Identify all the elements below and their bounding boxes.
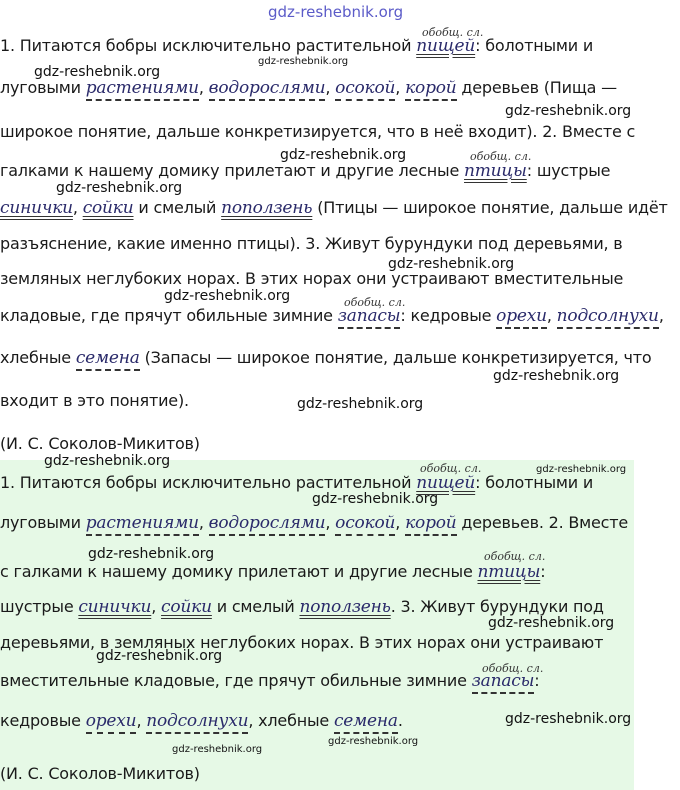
generalizing-word-label: обобщ. сл. — [422, 26, 484, 39]
generalizing-word-label: обобщ. сл. — [482, 662, 544, 675]
watermark: gdz-reshebnik.org — [88, 546, 215, 562]
watermark: gdz-reshebnik.org — [297, 396, 424, 412]
homogeneous-member: растениями — [86, 513, 199, 536]
text-line: с галками к нашему домику прилетают и другие лесные птицы: — [0, 562, 546, 582]
text-line: 1. Питаются бобры исключительно растительной пищей: болотными и — [0, 473, 594, 493]
text-line: деревьями, в земляных неглубоких норах. В этих норах они устраивают — [0, 633, 604, 652]
watermark: gdz-reshebnik.org — [536, 464, 627, 475]
watermark: gdz-reshebnik.org — [164, 288, 291, 304]
watermark: gdz-reshebnik.org — [268, 3, 404, 21]
watermark: gdz-reshebnik.org — [328, 736, 419, 747]
watermark: gdz-reshebnik.org — [505, 711, 632, 727]
generalizing-word-label: обобщ. сл. — [420, 462, 482, 475]
watermark: gdz-reshebnik.org — [388, 256, 515, 272]
text-line: разъяснение, какие именно птицы). 3. Живут бурундуки под деревьями, в — [0, 234, 623, 253]
watermark: gdz-reshebnik.org — [488, 615, 615, 631]
text-line: луговыми растениями, водорослями, осокой, корой деревьев (Пища — — [0, 78, 617, 101]
homogeneous-member: растениями — [86, 78, 199, 101]
generalizing-word-label: обобщ. сл. — [344, 296, 406, 309]
homogeneous-member: орехи — [86, 711, 137, 734]
subject-word: синички — [0, 198, 73, 218]
text-line: широкое понятие, дальше конкретизируется, что в неё входит). 2. Вместе с — [0, 122, 636, 141]
watermark: gdz-reshebnik.org — [56, 180, 183, 196]
homogeneous-member: водорослями — [209, 78, 326, 101]
text-line: луговыми растениями, водорослями, осокой, корой деревьев. 2. Вместе — [0, 513, 628, 536]
generalizing-word-label: обобщ. сл. — [470, 150, 532, 163]
watermark: gdz-reshebnik.org — [258, 56, 349, 67]
homogeneous-member: осокой — [335, 513, 395, 536]
watermark: gdz-reshebnik.org — [172, 744, 263, 755]
homogeneous-member: корой — [405, 513, 456, 536]
author-attribution: (И. С. Соколов-Микитов) — [0, 764, 200, 783]
subject-word: пищей — [416, 473, 476, 493]
homogeneous-member: семена — [334, 711, 398, 734]
watermark: gdz-reshebnik.org — [96, 648, 223, 664]
text-line: входит в это понятие). — [0, 391, 189, 410]
homogeneous-member: подсолнухи — [146, 711, 248, 734]
generalizing-word: запасы — [338, 306, 401, 329]
watermark: gdz-reshebnik.org — [493, 368, 620, 384]
subject-word: птицы — [464, 161, 527, 181]
text-line: синички, сойки и смелый поползень (Птицы — широкое понятие, дальше идёт — [0, 198, 668, 218]
text-line: кедровые орехи, подсолнухи, хлебные семена. — [0, 711, 403, 734]
generalizing-word: запасы — [472, 671, 535, 694]
subject-word: сойки — [161, 597, 212, 617]
generalizing-word-label: обобщ. сл. — [484, 550, 546, 563]
text-line: 1. Питаются бобры исключительно растительной пищей: болотными и — [0, 36, 594, 56]
subject-word: пищей — [416, 36, 476, 56]
subject-word: сойки — [82, 198, 134, 218]
text-line: шустрые синички, сойки и смелый поползень. 3. Живут бурундуки под — [0, 597, 604, 617]
answer-text-section — [0, 453, 634, 790]
text-line: вместительные кладовые, где прячут обильные зимние запасы: — [0, 671, 539, 694]
homogeneous-member: корой — [405, 78, 456, 101]
watermark: gdz-reshebnik.org — [44, 453, 171, 469]
subject-word: синички — [78, 597, 152, 617]
homogeneous-member: подсолнухи — [557, 306, 659, 329]
text-line: хлебные семена (Запасы — широкое понятие, дальше конкретизируется, что — [0, 348, 651, 371]
author-attribution: (И. С. Соколов-Микитов) — [0, 434, 200, 453]
watermark: gdz-reshebnik.org — [280, 147, 407, 163]
text-line: земляных неглубоких норах. В этих норах они устраивают вместительные — [0, 269, 624, 288]
subject-word: поползень — [221, 198, 313, 218]
homogeneous-member: осокой — [335, 78, 395, 101]
homogeneous-member: водорослями — [209, 513, 326, 536]
subject-word: птицы — [477, 562, 541, 582]
homogeneous-member: орехи — [496, 306, 547, 329]
watermark: gdz-reshebnik.org — [34, 64, 161, 80]
text-line: кладовые, где прячут обильные зимние запасы: кедровые орехи, подсолнухи, — [0, 306, 664, 329]
watermark: gdz-reshebnik.org — [312, 491, 439, 507]
homogeneous-member: семена — [76, 348, 140, 371]
watermark: gdz-reshebnik.org — [505, 103, 632, 119]
subject-word: поползень — [299, 597, 391, 617]
text-line: галками к нашему домику прилетают и другие лесные птицы: шустрые — [0, 161, 611, 181]
